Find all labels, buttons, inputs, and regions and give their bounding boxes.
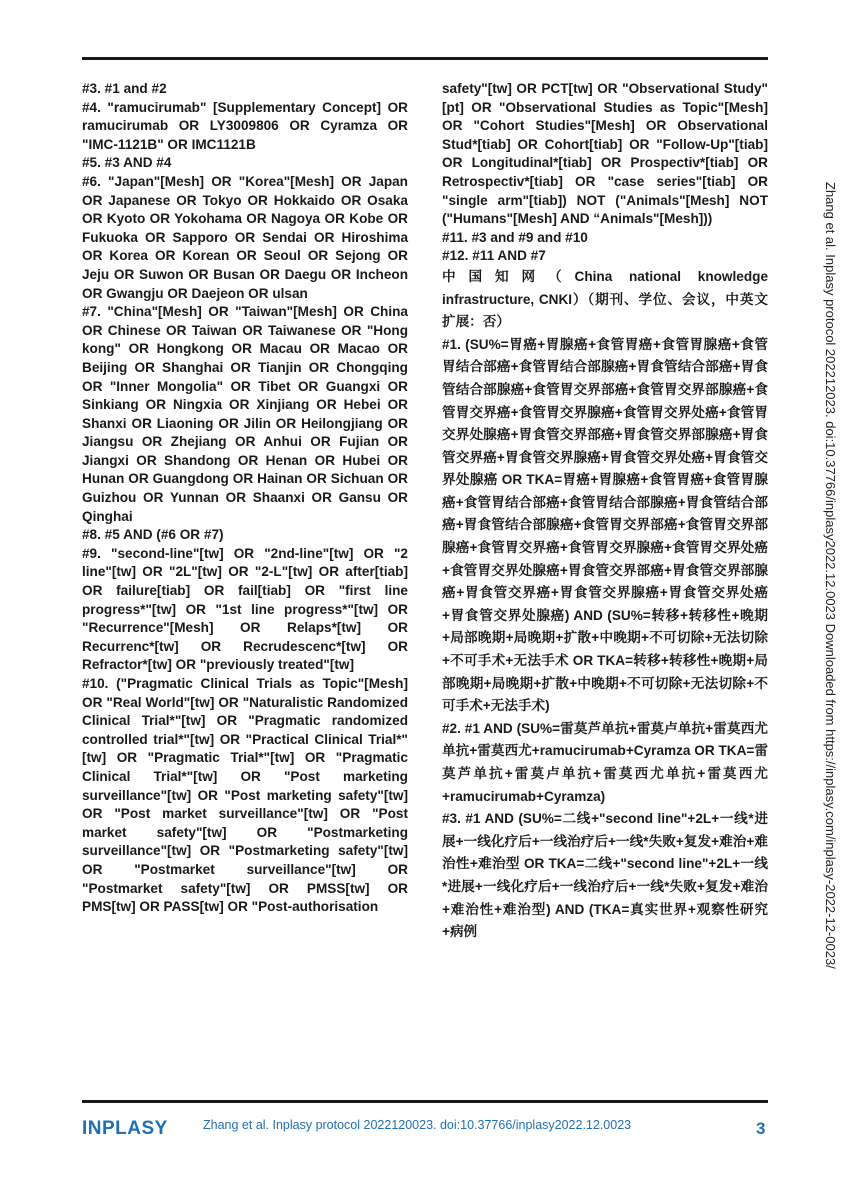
query-line: #12. #11 AND #7 bbox=[442, 248, 546, 264]
query-line: #10. ("Pragmatic Clinical Trials as Topic"[Mesh] OR "Real World"[tw] OR "Naturalistic Randomized Clinical Trial*"[tw] OR "Pragmatic randomized controlled trial*"[tw] OR "Practical Clinical Trial*"[tw] OR "Pragmatic Trial*"[tw] OR "Pragmatic Clinical Trial*"[tw] OR "Post marketing surveillance"[tw] OR "Post marketing safety"[tw] OR "Post market surveillance"[tw] OR "Post market safety"[tw] OR "Postmarketing surveillance"[tw] OR "Postmarketing safety"[tw] OR "Postmarket surveillance"[tw] OR "Postmarket safety"[tw] OR PMSS[tw] OR PMS[tw] OR PASS[tw] OR "Post-authorisation bbox=[82, 676, 408, 915]
page-number: 3 bbox=[756, 1119, 766, 1138]
database-heading: 中国知网（China national knowledge infrastructure, CNKI）（期刊、学位、会议，中英文扩展：否） bbox=[442, 268, 768, 330]
query-line: #3. #1 and #2 bbox=[82, 81, 167, 96]
query-line: #11. #3 and #9 and #10 bbox=[442, 229, 588, 245]
query-line: #4. "ramucirumab" [Supplementary Concept] OR ramucirumab OR LY3009806 OR Cyramza OR "IMC-1121B" OR IMC1121B bbox=[82, 99, 408, 152]
query-line: #2. #1 AND (SU%=雷莫芦单抗+雷莫卢单抗+雷莫西尤单抗+雷莫西尤+ramucirumab+Cyramza OR TKA=雷莫芦单抗+雷莫卢单抗+雷莫西尤单抗+雷莫西尤+ramucirumab+Cyramza) bbox=[442, 720, 768, 804]
bottom-rule bbox=[82, 1100, 768, 1103]
footer-brand: INPLASY bbox=[82, 1118, 168, 1139]
query-line: safety"[tw] OR PCT[tw] OR "Observational Study"[pt] OR "Observational Studies as Topic"[Mesh] OR "Cohort Studies"[Mesh] OR Observational Stud*[tiab] OR Cohort[tiab] OR "Follow-Up"[tiab] OR Longitudinal*[tiab] OR Prospectiv*[tiab] OR Retrospectiv*[tiab] OR "case series"[tiab] OR "single arm"[tiab]) NOT ("Animals"[Mesh] NOT ("Humans"[Mesh] AND “Animals"[Mesh])) bbox=[442, 81, 768, 227]
query-line: #3. #1 AND (SU%=二线+"second line"+2L+一线*进展+一线化疗后+一线治疗后+一线*失败+复发+难治+难治性+难治型 OR TKA=二线+"second line"+2L+一线*进展+一线化疗后+一线治疗后+一线*失败+复发+难治+难治性+难治型) AND (TKA=真实世界+观察性研究+病例 bbox=[442, 811, 768, 940]
top-rule bbox=[82, 57, 768, 60]
download-note: Zhang et al. Inplasy protocol 202212023. doi:10.37766/inplasy2022.12.0023 Downloaded from https://inplasy.com/inplasy-2022-12-0023/ bbox=[823, 182, 838, 969]
footer-citation: Zhang et al. Inplasy protocol 2022120023. doi:10.37766/inplasy2022.12.0023 bbox=[203, 1118, 632, 1132]
query-line: #5. #3 AND #4 bbox=[82, 155, 172, 171]
left-column bbox=[82, 80, 408, 917]
query-line: #6. "Japan"[Mesh] OR "Korea"[Mesh] OR Japan OR Japanese OR Tokyo OR Hokkaido OR Osaka OR Kyoto OR Yokohama OR Nagoya OR Kobe OR Fukuoka OR Sapporo OR Sendai OR Hiroshima OR Korea OR Korean OR Seoul OR Sejong OR Jeju OR Suwon OR Busan OR Daegu OR Incheon OR Gwangju OR Daejeon OR ulsan bbox=[82, 173, 408, 301]
right-column bbox=[442, 80, 768, 944]
query-line: #8. #5 AND (#6 OR #7) bbox=[82, 527, 224, 543]
query-line: #1. (SU%=胃癌+胃腺癌+食管胃癌+食管胃腺癌+食管胃结合部癌+食管胃结合部腺癌+胃食管结合部癌+胃食管结合部腺癌+食管胃交界部癌+食管胃交界部腺癌+食管胃交界癌+食管胃交界腺癌+食管胃交界处癌+食管胃交界处腺癌+胃食管交界部癌+胃食管交界部腺癌+胃食管交界癌+胃食管交界腺癌+胃食管交界处癌+胃食管交界处腺癌 OR TKA=胃癌+胃腺癌+食管胃癌+食管胃腺癌+食管胃结合部癌+食管胃结合部腺癌+胃食管结合部癌+胃食管结合部腺癌+食管胃交界部癌+食管胃交界部腺癌+食管胃交界癌+食管胃交界腺癌+食管胃交界处癌+食管胃交界处腺癌+胃食管交界部癌+胃食管交界部腺癌+胃食管交界癌+胃食管交界腺癌+胃食管交界处癌+胃食管交界处腺癌) AND (SU%=转移+转移性+晚期+局部晚期+局晚期+扩散+中晚期+不可切除+无法切除+不可手术+无法手术 OR TKA=转移+转移性+晚期+局部晚期+局晚期+扩散+中晚期+不可切除+无法切除+不可手术+无法手术) bbox=[442, 336, 768, 714]
query-line: #9. "second-line"[tw] OR "2nd-line"[tw] OR "2 line"[tw] OR "2L"[tw] OR "2-L"[tw] OR after[tiab] OR failure[tiab] OR fail[tiab] OR "first line progress*"[tw] OR "1st line progress*"[tw] OR "Recurrence"[Mesh] OR Relaps*[tw] OR Recurrenc*[tw] OR Recrudescenc*[tw] OR Refractor*[tw] OR "previously treated"[tw] bbox=[82, 545, 408, 673]
query-line: #7. "China"[Mesh] OR "Taiwan"[Mesh] OR China OR Chinese OR Taiwan OR Taiwanese OR "Hong kong" OR Hongkong OR Macau OR Macao OR Beijing OR Shanghai OR Tianjin OR Chongqing OR "Inner Mongolia" OR Tibet OR Guangxi OR Sinkiang OR Ningxia OR Xinjiang OR Hebei OR Shanxi OR Liaoning OR Jilin OR Heilongjiang OR Jiangsu OR Zhejiang OR Anhui OR Fujian OR Jiangxi OR Shandong OR Henan OR Hubei OR Hunan OR Guangdong OR Hainan OR Sichuan OR Guizhou OR Yunnan OR Shaanxi OR Gansu OR Qinghai bbox=[82, 304, 408, 524]
